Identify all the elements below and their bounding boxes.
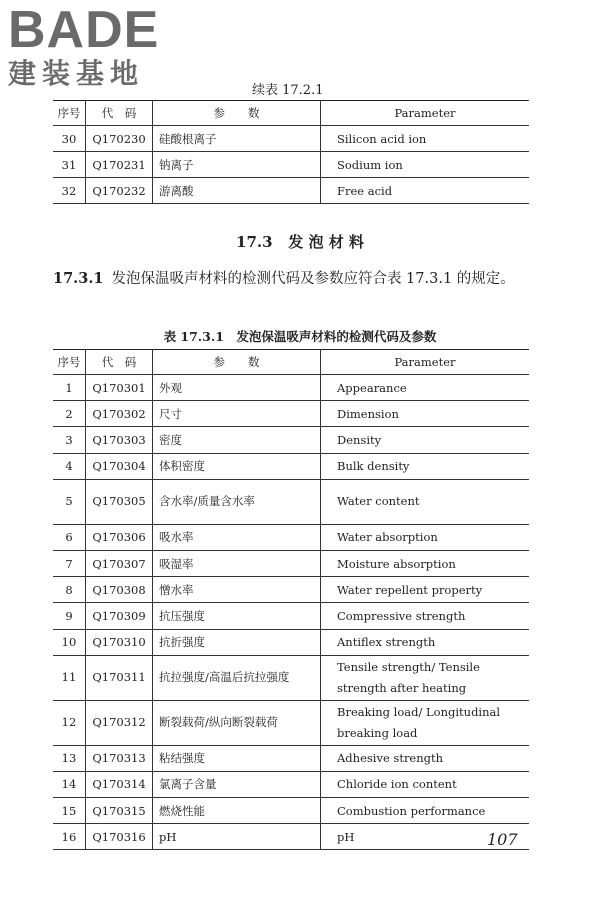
logo-brand: BADE xyxy=(8,1,160,59)
clause-text: 发泡保温吸声材料的检测代码及参数应符合表 17.3.1 的规定。 xyxy=(111,271,515,287)
header-en: Parameter xyxy=(321,350,530,375)
table-row xyxy=(53,577,529,603)
cell-no: 1 xyxy=(53,375,86,401)
cell-code: Q170303 xyxy=(86,427,153,453)
cell-param: 吸水率 xyxy=(153,524,321,550)
cell-no: 8 xyxy=(53,577,86,603)
cell-code: Q170316 xyxy=(86,824,153,850)
clause-paragraph xyxy=(53,266,533,292)
section-number: 17.3 xyxy=(236,233,273,251)
cell-en: Compressive strength xyxy=(321,603,530,629)
cell-code: Q170312 xyxy=(86,700,153,745)
cell-code: Q170315 xyxy=(86,798,153,824)
cell-no: 7 xyxy=(53,550,86,576)
table-row xyxy=(53,375,529,401)
cell-code: Q170308 xyxy=(86,577,153,603)
cell-param: 憎水率 xyxy=(153,577,321,603)
table-row xyxy=(53,550,529,576)
table-row xyxy=(53,126,529,152)
cell-en: Water content xyxy=(321,479,530,524)
cell-no: 16 xyxy=(53,824,86,850)
continued-table-caption: 续表 17.2.1 xyxy=(252,83,324,98)
table-row xyxy=(53,152,529,178)
cell-param: 粘结强度 xyxy=(153,745,321,771)
header-param: 参 数 xyxy=(153,350,321,375)
cell-en: Silicon acid ion xyxy=(321,126,530,152)
cell-en: Water repellent property xyxy=(321,577,530,603)
table-row xyxy=(53,798,529,824)
cell-no: 10 xyxy=(53,629,86,655)
cell-code: Q170304 xyxy=(86,453,153,479)
cell-code: Q170314 xyxy=(86,771,153,797)
table-row xyxy=(53,700,529,745)
header-no: 序号 xyxy=(53,350,86,375)
cell-param: 密度 xyxy=(153,427,321,453)
logo-subtitle: 建装基地 xyxy=(8,57,145,90)
header-en: Parameter xyxy=(321,101,530,126)
cell-no: 31 xyxy=(53,152,86,178)
logo xyxy=(8,1,160,90)
cell-no: 6 xyxy=(53,524,86,550)
cell-no: 13 xyxy=(53,745,86,771)
cell-code: Q170232 xyxy=(86,178,153,204)
cell-code: Q170302 xyxy=(86,401,153,427)
cell-no: 2 xyxy=(53,401,86,427)
table-row xyxy=(53,427,529,453)
header-param: 参 数 xyxy=(153,101,321,126)
cell-no: 15 xyxy=(53,798,86,824)
cell-param: 含水率/质量含水率 xyxy=(153,479,321,524)
cell-param: 硅酸根离子 xyxy=(153,126,321,152)
table-17-3-1 xyxy=(53,349,529,850)
cell-code: Q170306 xyxy=(86,524,153,550)
cell-code: Q170311 xyxy=(86,655,153,700)
table-row xyxy=(53,401,529,427)
table-row xyxy=(53,824,529,850)
table-17-2-1-continued xyxy=(53,100,529,204)
cell-en: Chloride ion content xyxy=(321,771,530,797)
cell-en: Breaking load/ Longitudinal breaking load xyxy=(321,700,530,745)
cell-en: Sodium ion xyxy=(321,152,530,178)
cell-param: 抗压强度 xyxy=(153,603,321,629)
cell-code: Q170309 xyxy=(86,603,153,629)
header-code: 代 码 xyxy=(86,350,153,375)
cell-param: 钠离子 xyxy=(153,152,321,178)
cell-code: Q170310 xyxy=(86,629,153,655)
cell-code: Q170230 xyxy=(86,126,153,152)
cell-en: Tensile strength/ Tensile strength after heating xyxy=(321,655,530,700)
cell-no: 12 xyxy=(53,700,86,745)
cell-param: 游离酸 xyxy=(153,178,321,204)
cell-no: 30 xyxy=(53,126,86,152)
cell-en: Density xyxy=(321,427,530,453)
cell-en: Free acid xyxy=(321,178,530,204)
cell-param: 抗折强度 xyxy=(153,629,321,655)
cell-en: Water absorption xyxy=(321,524,530,550)
cell-en: Adhesive strength xyxy=(321,745,530,771)
cell-code: Q170313 xyxy=(86,745,153,771)
cell-param: 外观 xyxy=(153,375,321,401)
table-row xyxy=(53,178,529,204)
cell-param: 体积密度 xyxy=(153,453,321,479)
page-number: 107 xyxy=(487,830,518,849)
table-row xyxy=(53,603,529,629)
cell-param: 断裂载荷/纵向断裂载荷 xyxy=(153,700,321,745)
cell-code: Q170307 xyxy=(86,550,153,576)
header-code: 代 码 xyxy=(86,101,153,126)
cell-param: 抗拉强度/高温后抗拉强度 xyxy=(153,655,321,700)
table-header-row xyxy=(53,350,529,375)
cell-en: Appearance xyxy=(321,375,530,401)
cell-no: 4 xyxy=(53,453,86,479)
section-heading xyxy=(0,231,600,252)
cell-param: 吸湿率 xyxy=(153,550,321,576)
table-caption: 表 17.3.1 发泡保温吸声材料的检测代码及参数 xyxy=(163,329,437,344)
cell-en: Combustion performance xyxy=(321,798,530,824)
header-no: 序号 xyxy=(53,101,86,126)
cell-code: Q170231 xyxy=(86,152,153,178)
section-title: 发 泡 材 料 xyxy=(288,233,364,251)
cell-no: 11 xyxy=(53,655,86,700)
cell-param: 氯离子含量 xyxy=(153,771,321,797)
table-row xyxy=(53,771,529,797)
cell-no: 9 xyxy=(53,603,86,629)
clause-number: 17.3.1 xyxy=(53,270,104,287)
cell-en: Dimension xyxy=(321,401,530,427)
table-header-row xyxy=(53,101,529,126)
cell-param: 尺寸 xyxy=(153,401,321,427)
cell-param: pH xyxy=(153,824,321,850)
table-row xyxy=(53,629,529,655)
table-row xyxy=(53,479,529,524)
cell-en: Moisture absorption xyxy=(321,550,530,576)
cell-no: 32 xyxy=(53,178,86,204)
cell-en: pH xyxy=(321,824,530,850)
cell-code: Q170301 xyxy=(86,375,153,401)
cell-param: 燃烧性能 xyxy=(153,798,321,824)
cell-no: 14 xyxy=(53,771,86,797)
cell-code: Q170305 xyxy=(86,479,153,524)
cell-en: Antiflex strength xyxy=(321,629,530,655)
table-row xyxy=(53,524,529,550)
cell-no: 5 xyxy=(53,479,86,524)
cell-no: 3 xyxy=(53,427,86,453)
cell-en: Bulk density xyxy=(321,453,530,479)
table-row xyxy=(53,453,529,479)
table-row xyxy=(53,745,529,771)
table-row xyxy=(53,655,529,700)
